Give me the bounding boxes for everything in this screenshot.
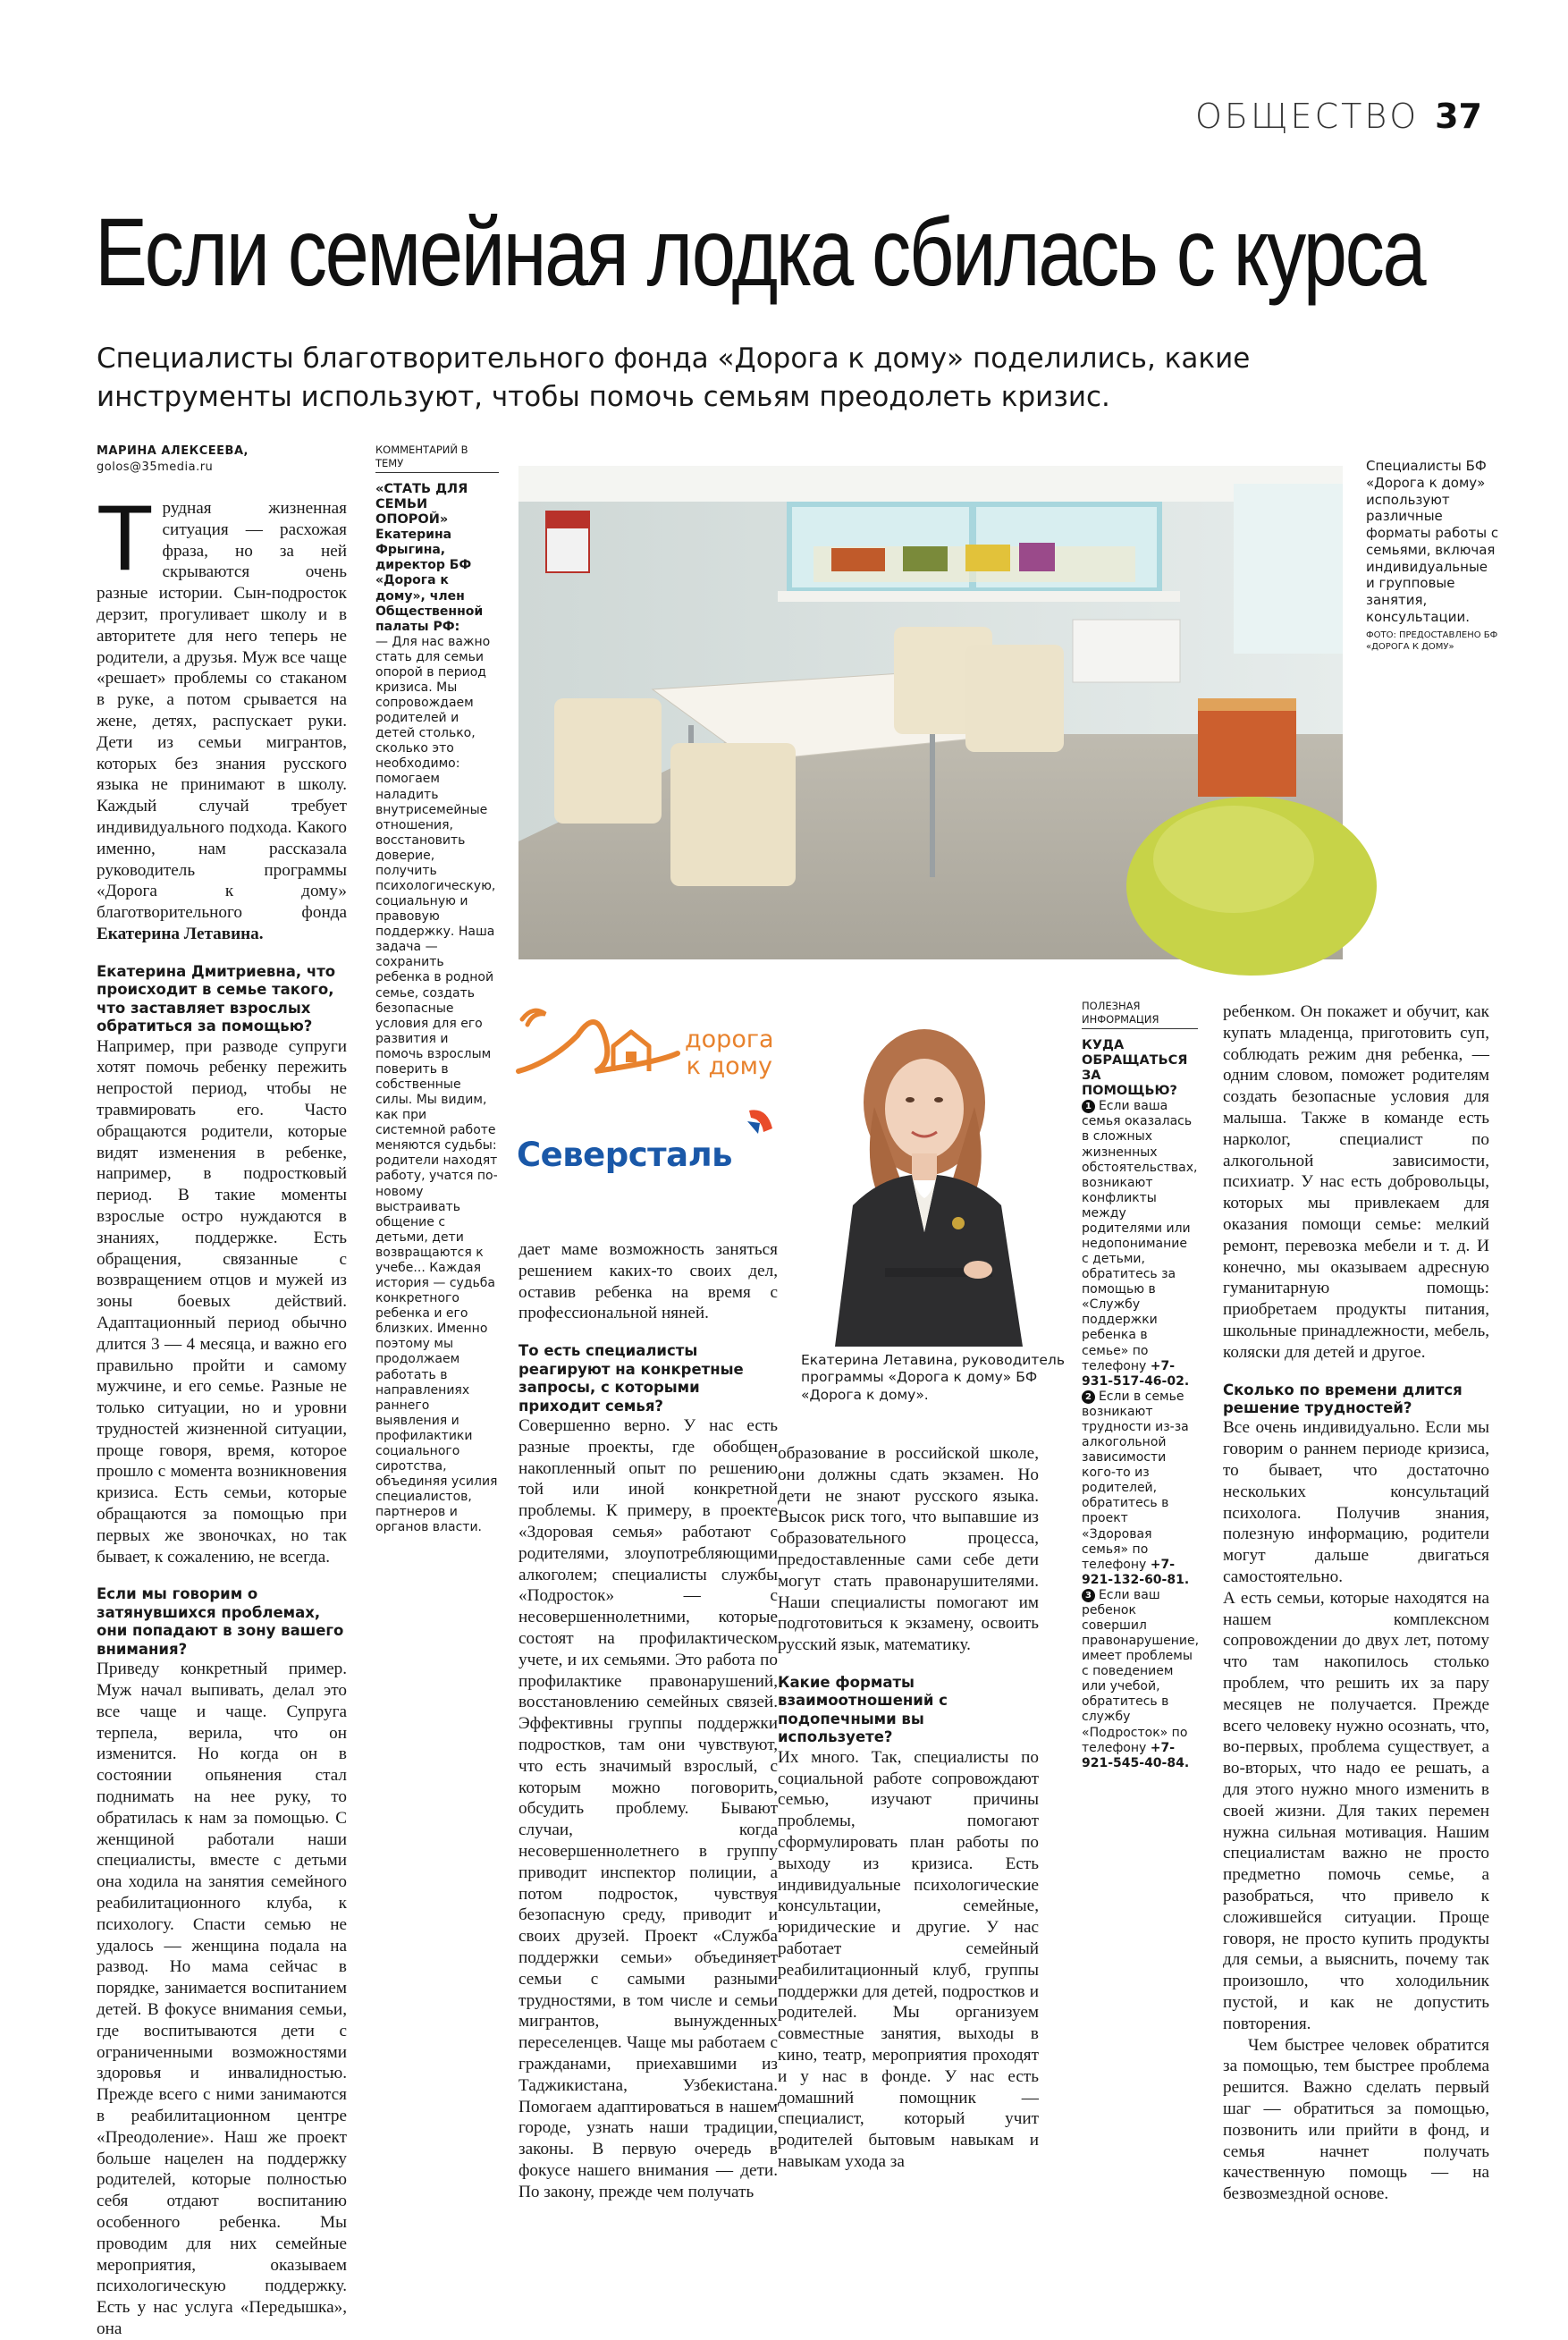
intro-name: Екатерина Летавина. bbox=[97, 924, 264, 943]
number-2-icon: 2 bbox=[1082, 1390, 1095, 1404]
answer-4-continued: ребенком. Он покажет и обучит, как купать младенца, приготовить суп, соблюдать режим дня ребенка, — одним словом, поможет родителям создать безопасные условия для малыша. Также в команде есть нарколог, специалист по алкогольной зависимости, психиатр. У нас есть добровольцы, которых мы привлекаем для оказания помощи семье: мелкий ремонт, перевозка мебели и т. д. И конечно, мы оказываем адресную гуманитарную помощь: приобретаем продукты питания, школьные принадлежности, мебель, коляски для детей и другое. bbox=[1223, 1002, 1489, 1362]
severstal-logo-icon bbox=[746, 1105, 776, 1136]
comment-sidebar bbox=[375, 444, 499, 1535]
section-name: ОБЩЕСТВО bbox=[1195, 97, 1420, 136]
info-item-1-text: Если ваша семья оказалась в сложных жизненных обстоятельствах, возникают конфликты между родителями или недопонимание с детьми, обратитесь за помощью в «Службу поддержки ребенка в семье» по телефону bbox=[1082, 1099, 1198, 1373]
doroga-logo-line-1: дорога bbox=[685, 1026, 774, 1053]
partner-logos bbox=[515, 1000, 774, 1196]
info-item-1 bbox=[1082, 1099, 1198, 1389]
question-2: Если мы говорим о затянувшихся проблемах, они попадают в зону вашего внимания? bbox=[97, 1585, 344, 1658]
drop-cap: Т bbox=[97, 486, 154, 590]
photo-caption-text: Специалисты БФ «Дорога к дому» используют различные форматы работы с семьями, включая индивидуальные и групповые занятия, консультации. bbox=[1366, 458, 1499, 625]
answer-2: Приведу конкретный пример. Муж начал выпивать, делал это все чаще и чаще. Супруга терпела, верила, что он изменится. Но когда он в состоянии опьянения стал поднимать на нее руку, то обратилась к нам за помощью. С женщиной работали наши специалисты, вместе с детьми она ходила на занятия семейного реабилитационного клуба, к психологу. Спасти семью не удалось — женщина подала на развод. Но мама сейчас в порядке, занимается воспитанием детей. В фокусе внимания семьи, где воспитываются дети с ограниченными возможностями здоровья и инвалидностью. Прежде всего с ними занимаются в реабилитационном центре «Преодоление». Наш же проект больше нацелен на поддержку родителей, которые полностью себя отдают воспитанию особенного ребенка. Мы проводим для них семейные мероприятия, оказываем психологическую поддержку. Есть у нас услуга «Передышка», она bbox=[97, 1660, 347, 2338]
page-number: 37 bbox=[1435, 97, 1482, 136]
number-3-icon: 3 bbox=[1082, 1589, 1095, 1602]
info-item-3-text: Если ваш ребенок совершил правонарушение, имеет проблемы с поведением или учебой, обратитесь в службу «Подросток» по телефону bbox=[1082, 1587, 1200, 1755]
lead-paragraph: Специалисты благотворительного фонда «Дорога к дому» поделились, какие инструменты используют, чтобы помочь семьям преодолеть кризис. bbox=[97, 342, 1251, 414]
answer-5-part-2: А есть семьи, которые находятся на нашем комплексном сопровождении до двух лет, потому что там накопилось столько проблем, что решить их за пару месяцев не получается. Прежде всего человеку нужно осознать, что, во-первых, проблема существует, а во-вторых, что надо ее решать, а для этого нужно много изменить в своей жизни. Для таких перемен нужна сильная мотивация. Нашим специалистам важно не просто предметно помочь семье, а разобраться, что привело к сложившейся ситуации. Проще говоря, не просто купить продукты для семьи, а выяснить, почему так произошло, что холодильник пустой, и как не допустить повторения. bbox=[1223, 1588, 1489, 2033]
photo-credit: ФОТО: ПРЕДОСТАВЛЕНО БФ «ДОРОГА К ДОМУ» bbox=[1366, 629, 1498, 652]
answer-4: Их много. Так, специалисты по социальной работе сопровождают семью, изучают причины проблемы, помогают сформулировать план работы по выходу из кризиса. Есть индивидуальные психологические консультации, семейные, юридические и другие. У нас работает семейный реабилитационный клуб, группы поддержки для детей, подростков и родителей. Мы организуем совместные занятия, выходы в кино, театр, мероприятия проходят и у нас в фонде. У нас есть домашний помощник — специалист, который учит родителей бытовым навыкам и навыкам ухода за bbox=[778, 1747, 1039, 2171]
article-column-4 bbox=[1223, 1001, 1489, 2205]
comment-author: Екатерина Фрыгина, директор БФ «Дорога к дому», член Общественной палаты РФ: bbox=[375, 528, 484, 634]
doroga-logo-line-2: к дому bbox=[686, 1052, 772, 1080]
intro-text: рудная жизненная ситуация — расхожая фраза, но за ней скрываются очень разные истории. Сын-подросток дерзит, прогуливает школу и в авторитете для него теперь не родители, а друзья. Муж все чаще «решает» проблемы со стаканом в руке, а потом срывается на жене, детях, распускает руки. Дети из семьи мигрантов, которых без знания русского языка не принимают в школу. Каждый случай требует индивидуального подхода. Какого именно, нам рассказала руководитель программы «Дорога к дому» благотворительного фонда bbox=[97, 499, 347, 923]
author-email[interactable]: golos@35media.ru bbox=[97, 460, 214, 475]
answer-3-continued: образование в российской школе, они должны сдать экзамен. Но дети не знают русского языка. Высок риск того, что выпавшие из образовательного процесса, предоставленные сами себе дети могут стать правонарушителями. Наши специалисты помогают им подготовиться к экзамену, освоить русский язык, математику. bbox=[778, 1444, 1039, 1655]
answer-3: Совершенно верно. У нас есть разные проекты, где обобщен накопленный опыт по решению той или иной конкретной проблемы. К примеру, в проекте «Здоровая семья» работают с родителями, злоупотребляющими алкоголем; специалисты службы «Подросток» — с несовершеннолетними, которые состоят на профилактическом учете, и их семьями. Это работа по профилактике правонарушений, восстановлению семейных связей. Эффективны группы поддержки подростков, там они чувствуют, что есть значимый взрослый, с которым можно поговорить, обсудить проблему. Бывают случаи, когда несовершеннолетнего в группу приводит инспектор полиции, а потом подросток, чувствуя безопасную среду, приводит и своих друзей. Проект «Служба поддержки семьи» объединяет семьи с самыми разными трудностями, в том числе и семьи мигрантов, вынужденных переселенцев. Чаще мы работаем с гражданами, приехавшими из Таджикистана, Узбекистана. Помогаем адаптироваться в нашем городе, узнать наши традиции, законы. В первую очередь в фокусе нашего внимания — дети. По закону, прежде чем получать bbox=[518, 1416, 778, 2201]
question-4: Какие форматы взаимоотношений с подопечными вы используете? bbox=[778, 1673, 948, 1746]
doroga-k-domu-logo-icon bbox=[515, 1000, 685, 1098]
answer-5-part-3: Чем быстрее человек обратится за помощью, тем быстрее проблема решится. Важно сделать первый шаг — обратиться за помощью, позвонить или прийти в фонд, и семья начнет получать качественную помощь — на безвозмездной основе. bbox=[1223, 2035, 1489, 2204]
article-column-1 bbox=[97, 486, 347, 2340]
number-1-icon: 1 bbox=[1082, 1100, 1095, 1113]
phone-number-1[interactable]: +7-931-517-46-02. bbox=[1082, 1358, 1190, 1389]
answer-2-continued: дает маме возможность заняться решением каких-то своих дел, оставив ребенка на время с профессиональной няней. bbox=[518, 1240, 778, 1323]
portrait-photo bbox=[799, 1000, 1067, 1347]
question-3: То есть специалисты реагируют на конкретные запросы, с которыми приходит семья? bbox=[518, 1342, 744, 1415]
section-header bbox=[1195, 97, 1482, 136]
author-name: МАРИНА АЛЕКСЕЕВА, bbox=[97, 444, 249, 458]
portrait-caption: Екатерина Летавина, руководитель программы «Дорога к дому» БФ «Дорога к дому». bbox=[801, 1352, 1065, 1403]
room-photo bbox=[518, 466, 1343, 959]
phone-number-2[interactable]: +7-921-132-60-81. bbox=[1082, 1557, 1190, 1587]
comment-kicker: КОММЕНТАРИЙ В ТЕМУ bbox=[375, 444, 499, 473]
article-column-3 bbox=[778, 1443, 1039, 2173]
headline: Если семейная лодка сбилась с курса bbox=[95, 198, 1425, 306]
comment-title: «СТАТЬ ДЛЯ СЕМЬИ ОПОРОЙ» bbox=[375, 481, 468, 528]
byline bbox=[97, 444, 365, 476]
article-column-2 bbox=[518, 1239, 778, 2202]
info-item-2-text: Если в семье возникают трудности из-за алкогольной зависимости кого-то из родителей, обратитесь в проект «Здоровая семья» по телефону bbox=[1082, 1389, 1189, 1572]
question-1: Екатерина Дмитриевна, что происходит в семье такого, что заставляет взрослых обратиться за помощью? bbox=[97, 962, 336, 1035]
info-item-2 bbox=[1082, 1390, 1198, 1588]
severstal-logo-text: Северсталь bbox=[517, 1136, 733, 1174]
doroga-logo-text bbox=[685, 1026, 774, 1079]
info-item-3 bbox=[1082, 1588, 1198, 1771]
info-sidebar bbox=[1082, 1000, 1198, 1771]
info-title: КУДА ОБРАЩАТЬСЯ ЗА ПОМОЩЬЮ? bbox=[1082, 1037, 1188, 1099]
info-kicker: ПОЛЕЗНАЯ ИНФОРМАЦИЯ bbox=[1082, 1000, 1198, 1029]
answer-5: Все очень индивидуально. Если мы говорим о раннем периоде кризиса, то бывает, что достаточно нескольких консультаций психолога. Получив знания, полезную информацию, родители могут дальше двигаться самостоятельно. bbox=[1223, 1418, 1489, 1587]
photo-caption bbox=[1366, 458, 1500, 653]
phone-number-3[interactable]: +7-921-545-40-84. bbox=[1082, 1740, 1190, 1770]
comment-text: — Для нас важно стать для семьи опорой в период кризиса. Мы сопровождаем родителей и детей столько, сколько это необходимо: помогаем наладить внутрисемейные отношения, восстановить доверие, получить психологическую, социальную и правовую поддержку. Наша задача — сохранить ребенка в родной семье, создать безопасные условия для его развития и помочь взрослым поверить в собственные силы. Мы видим, как при системной работе меняются судьбы: родители находят работу, учатся по-новому выстраивать общение с детьми, дети возвращаются к учебе... Каждая история — судьба конкретного ребенка и его близких. Именно поэтому мы продолжаем работать в направлениях раннего выявления и профилактики социального сиротства, объединяя усилия специалистов, партнеров и органов власти. bbox=[375, 634, 498, 1535]
question-5: Сколько по времени длится решение трудностей? bbox=[1223, 1381, 1463, 1416]
answer-1: Например, при разводе супруги хотят помочь ребенку пережить непростой период, чтобы не травмировать его. Часто обращаются родители, которые видят изменения в ребенке, например, в подростковый период. В такие моменты взрослые остро нуждаются в знаниях, поддержке. Есть обращения, связанные с возвращением отцов и мужей из зоны боевых действий. Адаптационный период обычно длится 3 — 4 месяца, и важно его правильно пройти и самому мужчине, и его семье. Разные не только ситуации, но и уровни трудностей жизненной ситуации, проще говоря, время, которое прошло с момента возникновения кризиса. Есть семьи, которые обращаются за помощью при первых же звоночках, но так бывает, к сожалению, не всегда. bbox=[97, 1036, 347, 1567]
